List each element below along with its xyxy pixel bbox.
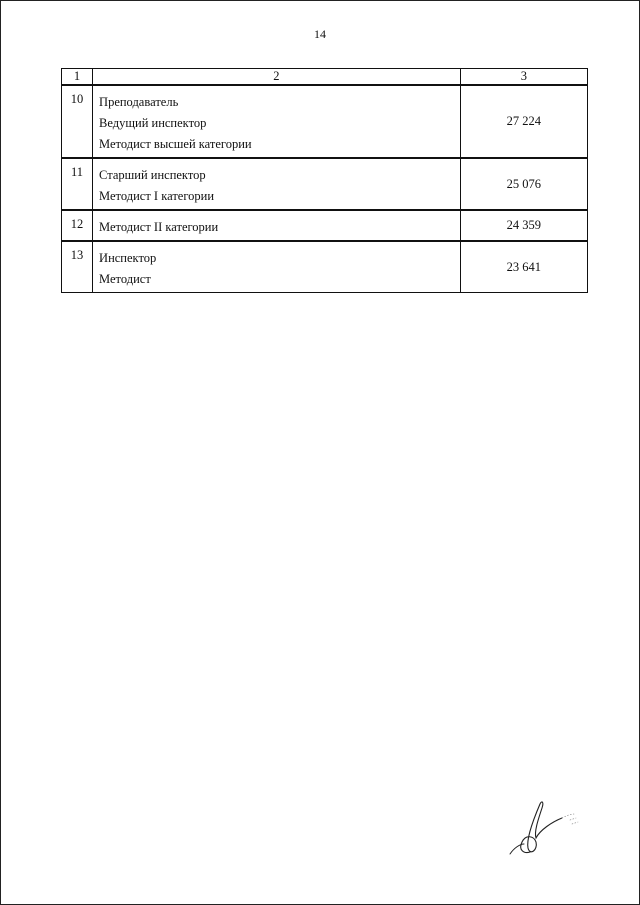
salary-value: 27 224 <box>460 85 587 158</box>
position-names <box>93 210 461 241</box>
position-name: Старший инспектор <box>99 168 206 182</box>
position-name: Преподаватель <box>99 95 179 109</box>
salary-value: 24 359 <box>460 210 587 241</box>
salary-table <box>61 68 588 293</box>
position-name: Методист <box>99 272 151 286</box>
position-name: Ведущий инспектор <box>99 116 207 130</box>
position-name: Методист высшей категории <box>99 137 252 151</box>
position-name: Методист I категории <box>99 189 215 203</box>
position-names <box>93 85 461 158</box>
position-names <box>93 158 461 210</box>
header-col-3: 3 <box>460 69 587 86</box>
row-number: 13 <box>62 241 93 293</box>
table-row <box>62 85 588 158</box>
page-number: 14 <box>314 27 326 41</box>
header-col-1: 1 <box>62 69 93 86</box>
table-row <box>62 241 588 293</box>
row-number: 11 <box>62 158 93 210</box>
position-name: Инспектор <box>99 251 157 265</box>
salary-value: 25 076 <box>460 158 587 210</box>
row-number: 10 <box>62 85 93 158</box>
table-row <box>62 158 588 210</box>
handwritten-signature <box>500 792 590 862</box>
header-col-2: 2 <box>93 69 461 86</box>
table-row <box>62 210 588 241</box>
position-name: Методист II категории <box>99 220 219 234</box>
table-header-row <box>62 69 588 86</box>
salary-value: 23 641 <box>460 241 587 293</box>
position-names <box>93 241 461 293</box>
row-number: 12 <box>62 210 93 241</box>
